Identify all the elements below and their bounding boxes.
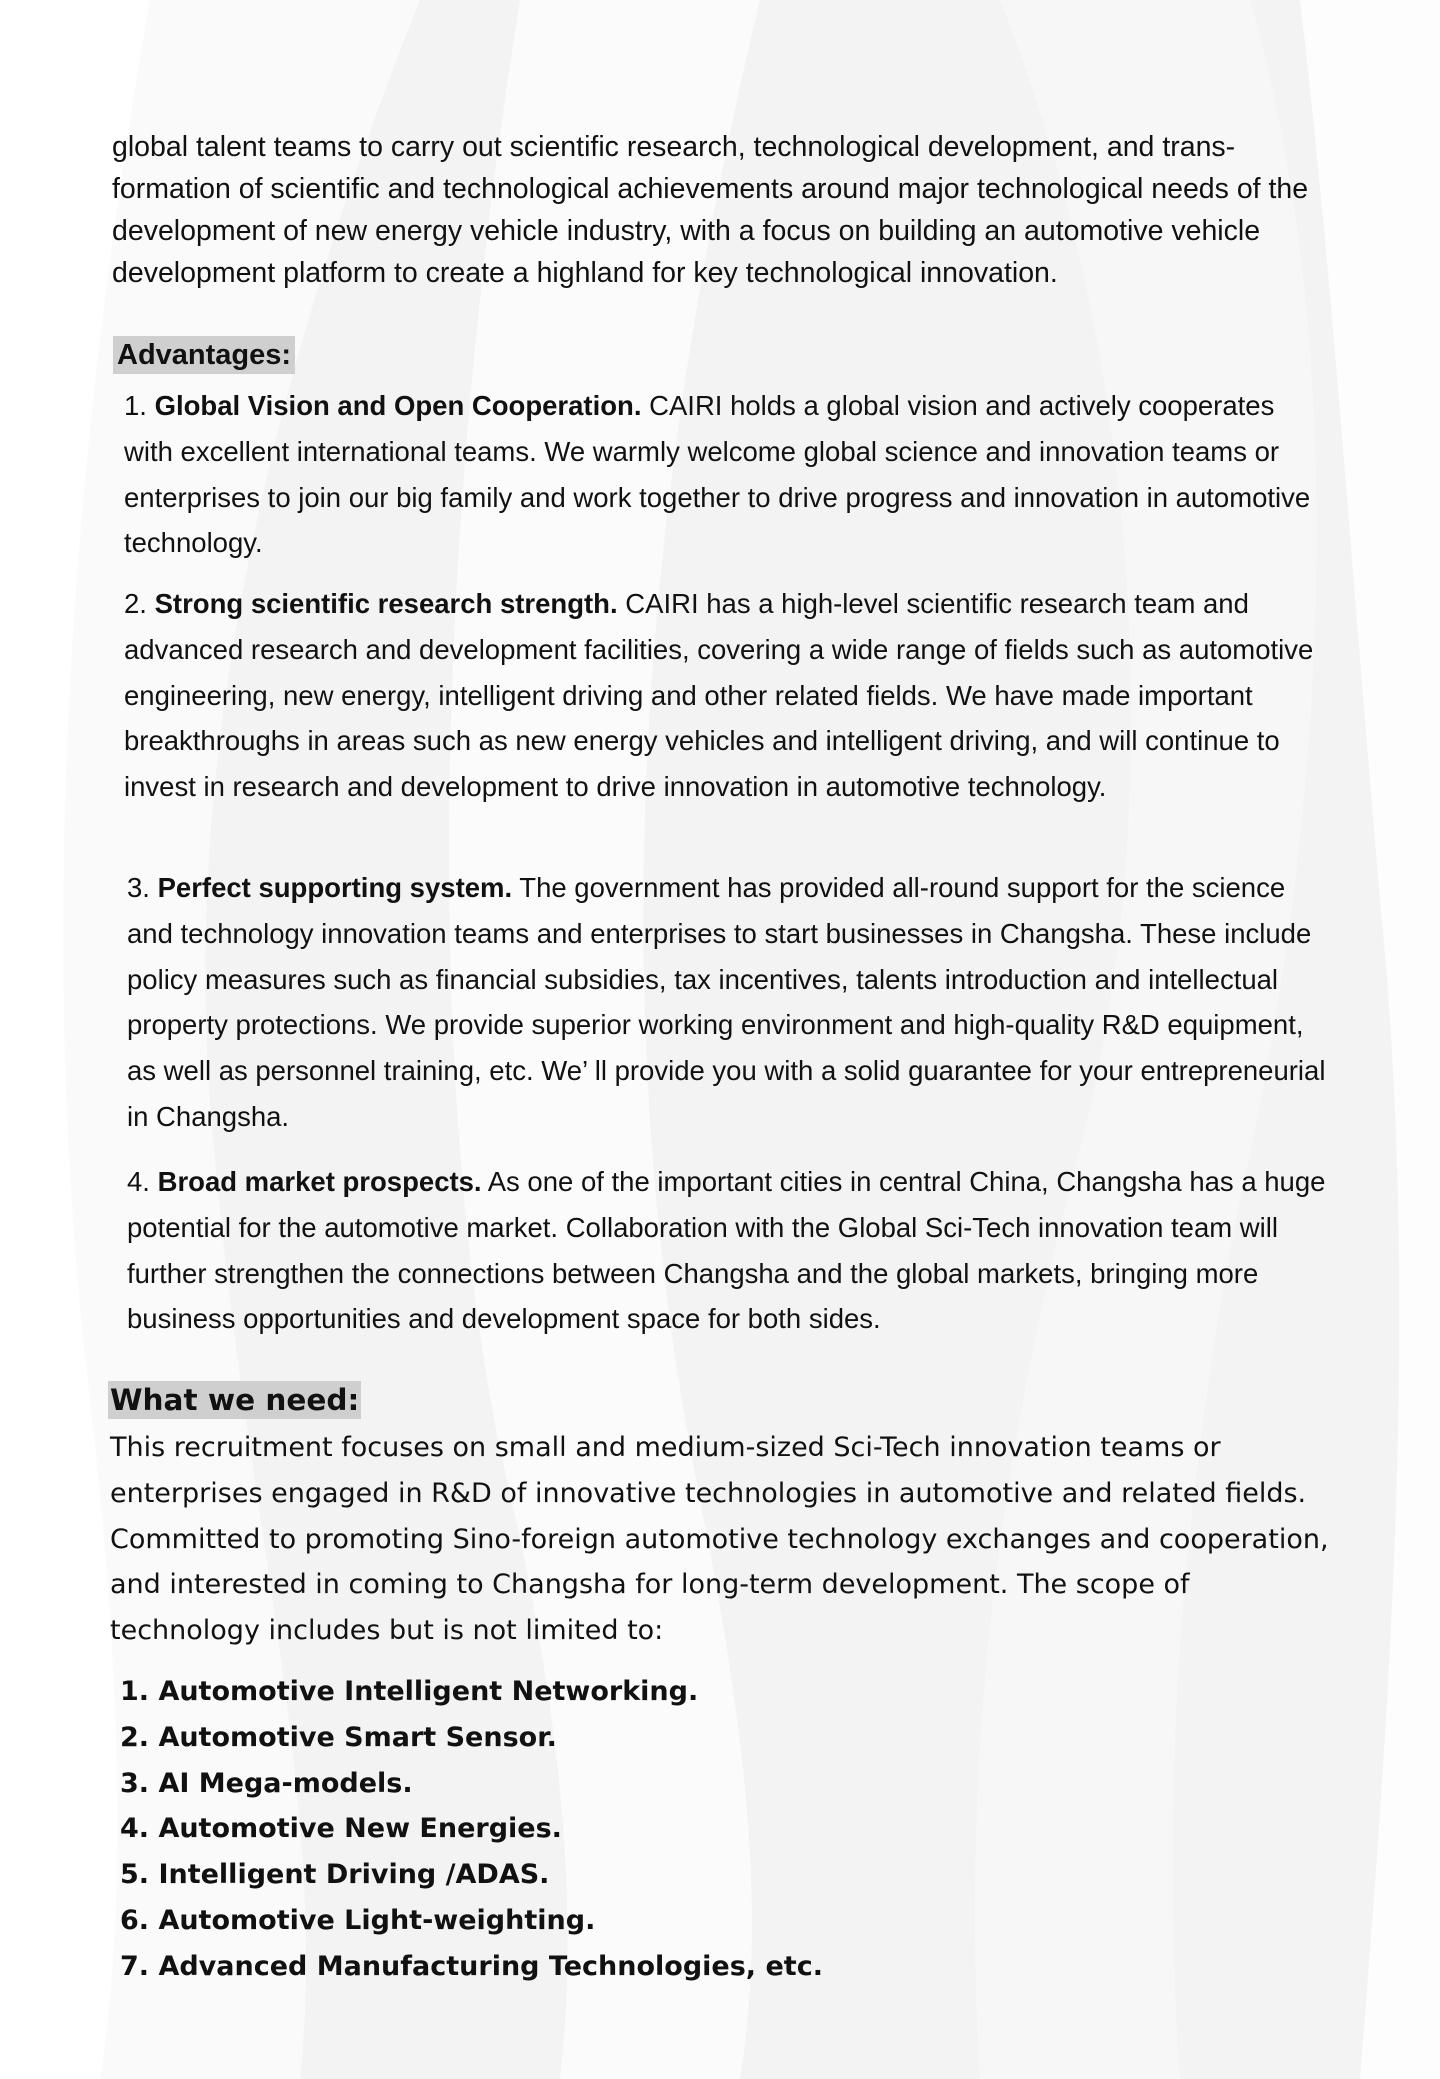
list-item: 5. Intelligent Driving /ADAS. — [120, 1859, 550, 1891]
advantage-text: CAIRI holds a global vision and actively cooperates with excellent international teams. We warmly welcome global science and innovation teams or enterprises to join our big family and work together to drive progress and innovation in automotive technology. — [124, 390, 1311, 559]
advantage-item-1 — [124, 383, 1324, 566]
advantage-title: Strong scientific research strength. — [154, 588, 618, 619]
advantage-text: CAIRI has a high-level scientific research team and advanced research and development facilities, covering a wide range of fields such as automotive engineering, new energy, intelligent driving and other related fields. We have made important breakthroughs in areas such as new energy vehicles and intelligent driving, and will continue to invest in research and development to drive innovation in automotive technology. — [124, 588, 1314, 803]
advantage-number: 1. — [124, 390, 147, 421]
advantage-title: Perfect supporting system. — [157, 872, 513, 903]
technology-list — [120, 1669, 823, 1990]
advantage-title: Global Vision and Open Cooperation. — [154, 390, 642, 421]
advantage-number: 4. — [127, 1166, 150, 1197]
intro-paragraph: global talent teams to carry out scientific research, technological development, and trans-formation of scientific and technological achievements around major technological needs of the development of new energy vehicle industry, with a focus on building an automotive vehicle development platform to create a highland for key technological innovation. — [112, 131, 1309, 289]
advantage-number: 2. — [124, 588, 147, 619]
advantage-title: Broad market prospects. — [157, 1166, 482, 1197]
list-item: 2. Automotive Smart Sensor. — [120, 1721, 557, 1753]
advantages-heading: Advantages: — [113, 336, 295, 374]
list-item: 7. Advanced Manufacturing Technologies, etc. — [120, 1950, 823, 1982]
advantage-item-4 — [127, 1159, 1327, 1342]
advantage-item-2 — [124, 581, 1324, 810]
advantage-text: The government has provided all-round support for the science and technology innovation teams and enterprises to start businesses in Changsha. These include policy measures such as financial subsidies, tax incentives, talents introduction and intellectual property protections. We provide superior working environment and high-quality R&D equipment, as well as personnel training, etc. We’ ll provide you with a solid guarantee for your entrepreneurial in Changsha. — [127, 872, 1326, 1132]
list-item: 1. Automotive Intelligent Networking. — [120, 1676, 699, 1707]
advantage-text: As one of the important cities in central China, Changsha has a huge potential for the automotive market. Collaboration with the Global Sci-Tech innovation team will further strengthen the connections between Changsha and the global markets, bringing more business opportunities and development space for both sides. — [127, 1166, 1326, 1335]
what-we-need-heading: What we need: — [110, 1383, 360, 1417]
list-item: 3. AI Mega-models. — [120, 1767, 413, 1799]
list-item: 6. Automotive Light-weighting. — [120, 1904, 596, 1936]
list-item: 4. Automotive New Energies. — [120, 1813, 562, 1845]
needs-paragraph: This recruitment focuses on small and medium-sized Sci-Tech innovation teams or enterprises engaged in R&D of innovative technologies in automotive and related fields. Committed to promoting Sino-foreign automotive technology exchanges and cooperation, and interested in coming to Changsha for long-term development. The scope of technology includes but is not limited to: — [110, 1432, 1329, 1647]
advantage-item-3 — [127, 865, 1327, 1140]
advantage-number: 3. — [127, 872, 150, 903]
